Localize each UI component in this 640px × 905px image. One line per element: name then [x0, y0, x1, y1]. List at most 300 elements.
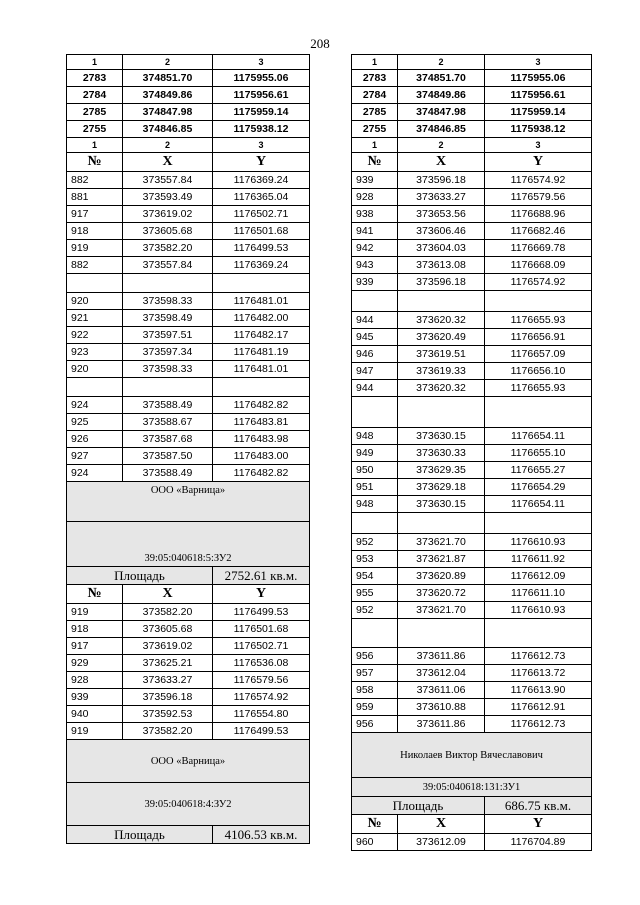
cell-y: 1175938.12	[485, 121, 592, 138]
table-row	[352, 462, 592, 479]
cell-x: 374846.85	[398, 121, 485, 138]
cell-x: 373630.15	[398, 496, 485, 513]
col-header: 3	[485, 138, 592, 153]
cell-y: 1176654.29	[485, 479, 592, 496]
table-row	[352, 699, 592, 716]
cell-x: 373596.18	[398, 274, 485, 291]
cell-x: 373629.35	[398, 462, 485, 479]
cell-y: 1176682.46	[485, 223, 592, 240]
cell-x: 373593.49	[123, 189, 213, 206]
cell-y: 1176654.11	[485, 496, 592, 513]
cell-x: 373619.02	[123, 206, 213, 223]
cell-x: 373629.18	[398, 479, 485, 496]
table-row	[67, 70, 310, 87]
cell-x: 373633.27	[398, 189, 485, 206]
cell-y: 1176483.00	[213, 448, 310, 465]
col-header: 1	[67, 55, 123, 70]
col-header: 3	[213, 55, 310, 70]
cadastral-number: 39:05:040618:4:ЗУ2	[67, 783, 310, 826]
cell-point: 920	[67, 293, 123, 310]
owner-row	[352, 733, 592, 778]
cell-x: 373592.53	[123, 706, 213, 723]
table-row	[352, 346, 592, 363]
cell-y: 1176574.92	[485, 274, 592, 291]
cell-x: 373619.02	[123, 638, 213, 655]
table-row	[352, 665, 592, 682]
cell-y: 1175955.06	[213, 70, 310, 87]
cell-x: 373620.32	[398, 380, 485, 397]
cell-y: 1176655.27	[485, 462, 592, 479]
table-row	[67, 638, 310, 655]
cell-x: 373582.20	[123, 240, 213, 257]
cell-x: 374849.86	[123, 87, 213, 104]
cell-x: 373619.33	[398, 363, 485, 380]
cell-x: 374847.98	[398, 104, 485, 121]
empty-cell	[398, 397, 485, 428]
area-value: 2752.61 кв.м.	[213, 567, 310, 585]
cadastral-row	[67, 783, 310, 826]
cell-x: 373620.72	[398, 585, 485, 602]
cell-y: 1176704.89	[485, 834, 592, 851]
symbol-number: №	[352, 153, 398, 172]
cell-x: 373587.50	[123, 448, 213, 465]
cell-point: 920	[67, 361, 123, 378]
cell-x: 373620.49	[398, 329, 485, 346]
col-header: 3	[213, 138, 310, 153]
cell-x: 374847.98	[123, 104, 213, 121]
cell-point: 953	[352, 551, 398, 568]
table-row	[67, 257, 310, 274]
cell-point: 957	[352, 665, 398, 682]
table-row	[352, 70, 592, 87]
area-label: Площадь	[352, 797, 485, 815]
cell-point: 923	[67, 344, 123, 361]
cell-point: 954	[352, 568, 398, 585]
table-row	[352, 363, 592, 380]
symbol-y: Y	[485, 153, 592, 172]
column-number-row	[352, 55, 592, 70]
cell-point: 941	[352, 223, 398, 240]
table-row	[67, 223, 310, 240]
table-row	[352, 428, 592, 445]
cell-y: 1176499.53	[213, 723, 310, 740]
area-label: Площадь	[67, 567, 213, 585]
cell-x: 373596.18	[123, 689, 213, 706]
owner-row	[67, 482, 310, 522]
cell-point: 2755	[67, 121, 123, 138]
cell-y: 1176499.53	[213, 604, 310, 621]
symbol-header-row	[67, 153, 310, 172]
cell-x: 373597.34	[123, 344, 213, 361]
cell-point: 924	[67, 465, 123, 482]
col-header: 2	[123, 138, 213, 153]
table-row	[67, 361, 310, 378]
cell-y: 1176365.04	[213, 189, 310, 206]
cell-point: 939	[352, 274, 398, 291]
cell-y: 1176655.93	[485, 312, 592, 329]
cell-x: 373610.88	[398, 699, 485, 716]
cell-point: 951	[352, 479, 398, 496]
empty-cell	[123, 274, 213, 293]
col-header: 1	[352, 55, 398, 70]
table-row	[352, 568, 592, 585]
cell-x: 373612.09	[398, 834, 485, 851]
cell-x: 373588.49	[123, 465, 213, 482]
cell-x: 374849.86	[398, 87, 485, 104]
table-row	[352, 223, 592, 240]
cell-point: 917	[67, 206, 123, 223]
symbol-x: X	[123, 153, 213, 172]
cell-y: 1176481.19	[213, 344, 310, 361]
cell-x: 373621.70	[398, 602, 485, 619]
cell-x: 373621.70	[398, 534, 485, 551]
col-header: 1	[67, 138, 123, 153]
table-row	[352, 534, 592, 551]
table-row	[67, 689, 310, 706]
symbol-header-row	[352, 815, 592, 834]
cell-y: 1176481.01	[213, 361, 310, 378]
cell-point: 955	[352, 585, 398, 602]
cell-point: 952	[352, 534, 398, 551]
cell-y: 1176554.80	[213, 706, 310, 723]
blank-row	[352, 513, 592, 534]
cell-point: 929	[67, 655, 123, 672]
cell-point: 958	[352, 682, 398, 699]
cell-point: 939	[352, 172, 398, 189]
cell-point: 952	[352, 602, 398, 619]
area-value: 686.75 кв.м.	[485, 797, 592, 815]
table-row	[352, 602, 592, 619]
cell-point: 2784	[352, 87, 398, 104]
col-header: 2	[123, 55, 213, 70]
cell-x: 373605.68	[123, 223, 213, 240]
cell-y: 1176688.96	[485, 206, 592, 223]
table-row	[352, 496, 592, 513]
cell-y: 1176611.10	[485, 585, 592, 602]
table-row	[67, 604, 310, 621]
cell-x: 374846.85	[123, 121, 213, 138]
table-row	[352, 648, 592, 665]
blank-row	[67, 274, 310, 293]
cell-y: 1176612.09	[485, 568, 592, 585]
empty-cell	[485, 397, 592, 428]
cell-y: 1176369.24	[213, 172, 310, 189]
col-header: 2	[398, 138, 485, 153]
cadastral-number: 39:05:040618:5:ЗУ2	[67, 522, 310, 567]
cell-point: 918	[67, 621, 123, 638]
empty-cell	[398, 291, 485, 312]
cell-point: 956	[352, 716, 398, 733]
cell-x: 373598.49	[123, 310, 213, 327]
table-row	[67, 87, 310, 104]
cell-point: 2784	[67, 87, 123, 104]
table-row	[352, 240, 592, 257]
cell-x: 373582.20	[123, 723, 213, 740]
table-row	[67, 104, 310, 121]
cell-y: 1176613.90	[485, 682, 592, 699]
cell-y: 1176481.01	[213, 293, 310, 310]
cell-point: 927	[67, 448, 123, 465]
cell-y: 1175956.61	[485, 87, 592, 104]
cell-x: 373588.49	[123, 397, 213, 414]
cell-x: 373613.08	[398, 257, 485, 274]
table-row	[352, 189, 592, 206]
cell-y: 1176369.24	[213, 257, 310, 274]
area-row	[352, 797, 592, 815]
cadastral-row	[67, 522, 310, 567]
table-row	[67, 172, 310, 189]
cell-point: 882	[67, 172, 123, 189]
table-row	[67, 414, 310, 431]
cell-x: 373598.33	[123, 361, 213, 378]
empty-cell	[67, 274, 123, 293]
cell-y: 1176669.78	[485, 240, 592, 257]
table-row	[352, 585, 592, 602]
cell-point: 919	[67, 240, 123, 257]
cell-point: 948	[352, 428, 398, 445]
table-row	[67, 706, 310, 723]
cell-point: 947	[352, 363, 398, 380]
symbol-header-row	[67, 585, 310, 604]
cell-y: 1176502.71	[213, 638, 310, 655]
cell-point: 944	[352, 380, 398, 397]
empty-cell	[213, 378, 310, 397]
cell-y: 1176501.68	[213, 621, 310, 638]
symbol-x: X	[398, 815, 485, 834]
symbol-header-row	[352, 153, 592, 172]
cell-point: 942	[352, 240, 398, 257]
cell-y: 1176610.93	[485, 534, 592, 551]
table-row	[352, 329, 592, 346]
cell-y: 1176574.92	[485, 172, 592, 189]
symbol-number: №	[67, 153, 123, 172]
owner-row	[67, 740, 310, 783]
cell-y: 1176655.10	[485, 445, 592, 462]
cell-x: 373612.04	[398, 665, 485, 682]
cell-y: 1176579.56	[213, 672, 310, 689]
col-header: 3	[485, 55, 592, 70]
cell-point: 919	[67, 723, 123, 740]
table-row	[352, 257, 592, 274]
cell-y: 1176501.68	[213, 223, 310, 240]
cell-y: 1176482.82	[213, 397, 310, 414]
blank-row	[352, 619, 592, 648]
cell-y: 1176612.91	[485, 699, 592, 716]
cell-point: 919	[67, 604, 123, 621]
cell-y: 1176668.09	[485, 257, 592, 274]
cell-point: 925	[67, 414, 123, 431]
column-number-row	[352, 138, 592, 153]
cell-y: 1175956.61	[213, 87, 310, 104]
cell-x: 373605.68	[123, 621, 213, 638]
owner-name: Николаев Виктор Вячеславович	[352, 733, 592, 778]
table-row	[67, 293, 310, 310]
cell-point: 948	[352, 496, 398, 513]
cell-point: 943	[352, 257, 398, 274]
cell-point: 2755	[352, 121, 398, 138]
cell-y: 1176655.93	[485, 380, 592, 397]
blank-row	[352, 397, 592, 428]
cell-point: 938	[352, 206, 398, 223]
cell-x: 373611.86	[398, 716, 485, 733]
cell-y: 1176536.08	[213, 655, 310, 672]
area-row	[67, 567, 310, 585]
cell-x: 373606.46	[398, 223, 485, 240]
cell-y: 1176483.98	[213, 431, 310, 448]
cell-x: 373596.18	[398, 172, 485, 189]
table-row	[67, 206, 310, 223]
cell-y: 1176613.72	[485, 665, 592, 682]
cell-x: 373582.20	[123, 604, 213, 621]
cell-x: 373620.89	[398, 568, 485, 585]
cell-point: 2783	[352, 70, 398, 87]
cell-x: 374851.70	[123, 70, 213, 87]
cell-x: 373588.67	[123, 414, 213, 431]
table-row	[352, 206, 592, 223]
cell-x: 373587.68	[123, 431, 213, 448]
cell-point: 960	[352, 834, 398, 851]
cell-x: 373621.87	[398, 551, 485, 568]
cell-point: 940	[67, 706, 123, 723]
empty-cell	[352, 619, 398, 648]
cell-point: 945	[352, 329, 398, 346]
cell-y: 1175955.06	[485, 70, 592, 87]
cell-x: 373557.84	[123, 172, 213, 189]
left-coordinates-table	[66, 54, 310, 844]
cell-x: 373619.51	[398, 346, 485, 363]
table-row	[67, 723, 310, 740]
table-row	[67, 621, 310, 638]
cell-x: 373620.32	[398, 312, 485, 329]
table-row	[352, 834, 592, 851]
empty-cell	[485, 291, 592, 312]
cell-x: 373557.84	[123, 257, 213, 274]
table-row	[67, 327, 310, 344]
table-row	[352, 172, 592, 189]
cell-y: 1175938.12	[213, 121, 310, 138]
cell-y: 1176499.53	[213, 240, 310, 257]
cell-point: 922	[67, 327, 123, 344]
cell-point: 2783	[67, 70, 123, 87]
empty-cell	[352, 397, 398, 428]
col-header: 2	[398, 55, 485, 70]
table-row	[67, 672, 310, 689]
table-row	[67, 240, 310, 257]
empty-cell	[213, 274, 310, 293]
table-row	[352, 274, 592, 291]
table-row	[352, 121, 592, 138]
cell-x: 373633.27	[123, 672, 213, 689]
blank-row	[352, 291, 592, 312]
cell-y: 1176482.00	[213, 310, 310, 327]
cadastral-row	[352, 778, 592, 797]
cell-point: 881	[67, 189, 123, 206]
cell-y: 1175959.14	[485, 104, 592, 121]
empty-cell	[485, 513, 592, 534]
cell-x: 373630.33	[398, 445, 485, 462]
cell-point: 928	[67, 672, 123, 689]
column-number-row	[67, 55, 310, 70]
cell-x: 373653.56	[398, 206, 485, 223]
page-number: 208	[310, 36, 330, 51]
cell-y: 1176579.56	[485, 189, 592, 206]
table-row	[67, 310, 310, 327]
table-row	[352, 479, 592, 496]
cell-point: 2785	[67, 104, 123, 121]
symbol-number: №	[67, 585, 123, 604]
cell-x: 373630.15	[398, 428, 485, 445]
cell-x: 373598.33	[123, 293, 213, 310]
cell-x: 373611.86	[398, 648, 485, 665]
table-row	[67, 431, 310, 448]
cell-point: 921	[67, 310, 123, 327]
cell-point: 926	[67, 431, 123, 448]
symbol-number: №	[352, 815, 398, 834]
table-row	[67, 448, 310, 465]
cell-y: 1176482.17	[213, 327, 310, 344]
cell-y: 1176611.92	[485, 551, 592, 568]
cell-y: 1175959.14	[213, 104, 310, 121]
cell-point: 882	[67, 257, 123, 274]
symbol-y: Y	[485, 815, 592, 834]
cell-y: 1176657.09	[485, 346, 592, 363]
cell-y: 1176502.71	[213, 206, 310, 223]
cell-point: 949	[352, 445, 398, 462]
cell-y: 1176612.73	[485, 716, 592, 733]
cell-y: 1176482.82	[213, 465, 310, 482]
cadastral-number: 39:05:040618:131:ЗУ1	[352, 778, 592, 797]
empty-cell	[398, 513, 485, 534]
table-row	[67, 465, 310, 482]
cell-y: 1176656.91	[485, 329, 592, 346]
cell-point: 939	[67, 689, 123, 706]
cell-point: 944	[352, 312, 398, 329]
area-value: 4106.53 кв.м.	[213, 826, 310, 844]
right-coordinates-table	[351, 54, 592, 851]
table-row	[352, 380, 592, 397]
area-label: Площадь	[67, 826, 213, 844]
cell-x: 373604.03	[398, 240, 485, 257]
cell-x: 373611.06	[398, 682, 485, 699]
col-header: 1	[352, 138, 398, 153]
owner-name: ООО «Варница»	[67, 482, 310, 522]
column-number-row	[67, 138, 310, 153]
cell-point: 950	[352, 462, 398, 479]
table-row	[67, 655, 310, 672]
cell-y: 1176654.11	[485, 428, 592, 445]
cell-point: 946	[352, 346, 398, 363]
cell-y: 1176483.81	[213, 414, 310, 431]
table-row	[352, 551, 592, 568]
table-row	[67, 344, 310, 361]
cell-point: 924	[67, 397, 123, 414]
cell-point: 928	[352, 189, 398, 206]
table-row	[67, 189, 310, 206]
empty-cell	[485, 619, 592, 648]
cell-point: 917	[67, 638, 123, 655]
cell-x: 373625.21	[123, 655, 213, 672]
table-row	[352, 104, 592, 121]
table-row	[352, 312, 592, 329]
symbol-y: Y	[213, 153, 310, 172]
cell-point: 2785	[352, 104, 398, 121]
table-row	[352, 716, 592, 733]
table-row	[352, 445, 592, 462]
empty-cell	[352, 291, 398, 312]
cell-y: 1176574.92	[213, 689, 310, 706]
blank-row	[67, 378, 310, 397]
table-row	[67, 397, 310, 414]
